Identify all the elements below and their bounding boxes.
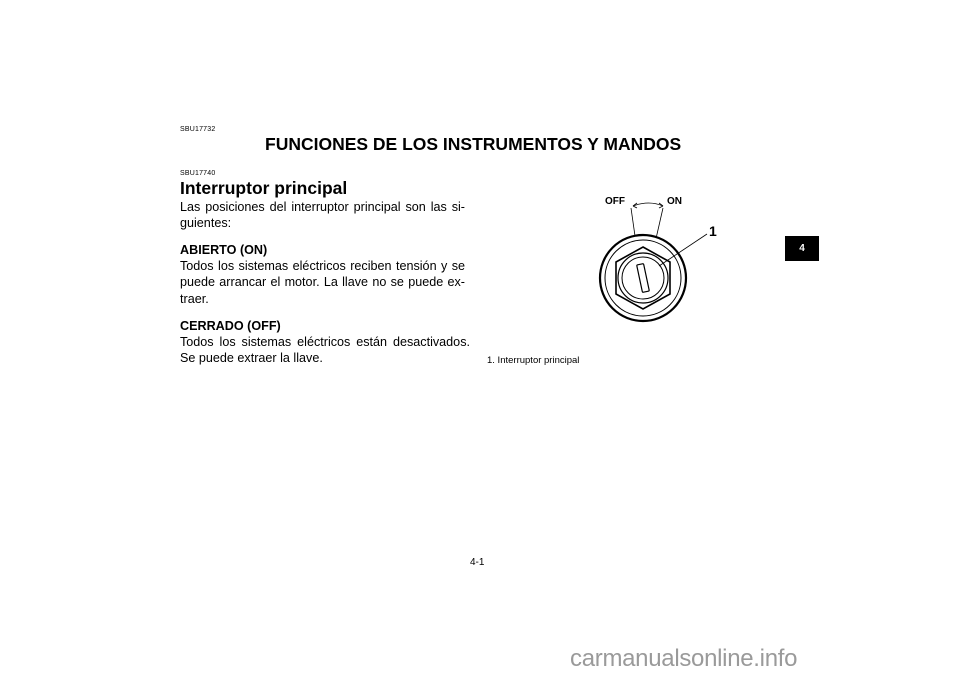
header-code: SBU17732: [180, 126, 216, 133]
off-label: OFF: [605, 196, 625, 207]
chapter-title: FUNCIONES DE LOS INSTRUMENTOS Y MANDOS: [265, 134, 682, 154]
callout-number: 1: [709, 223, 717, 239]
page-number: 4-1: [470, 557, 485, 568]
rotation-arc: [633, 203, 663, 206]
section-code: SBU17740: [180, 170, 216, 177]
off-paragraph: Todos los sistemas eléctricos están desactivados. Se puede extraer la llave.: [180, 335, 470, 366]
off-heading: CERRADO (OFF): [180, 319, 281, 333]
on-heading: ABIERTO (ON): [180, 243, 268, 257]
figure-caption: 1. Interruptor principal: [487, 355, 580, 366]
main-switch-figure: [585, 188, 725, 338]
on-paragraph: Todos los sistemas eléctricos reciben tensión y se puede arrancar el motor. La llave no se puede ex- traer.: [180, 259, 465, 306]
chapter-tab: 4: [785, 236, 819, 261]
intro-paragraph: Las posiciones del interruptor principal son las si- guientes:: [180, 200, 465, 231]
watermark-text: carmanualsonline.info: [570, 645, 798, 672]
on-label: ON: [667, 196, 682, 207]
section-title: Interruptor principal: [180, 178, 348, 198]
